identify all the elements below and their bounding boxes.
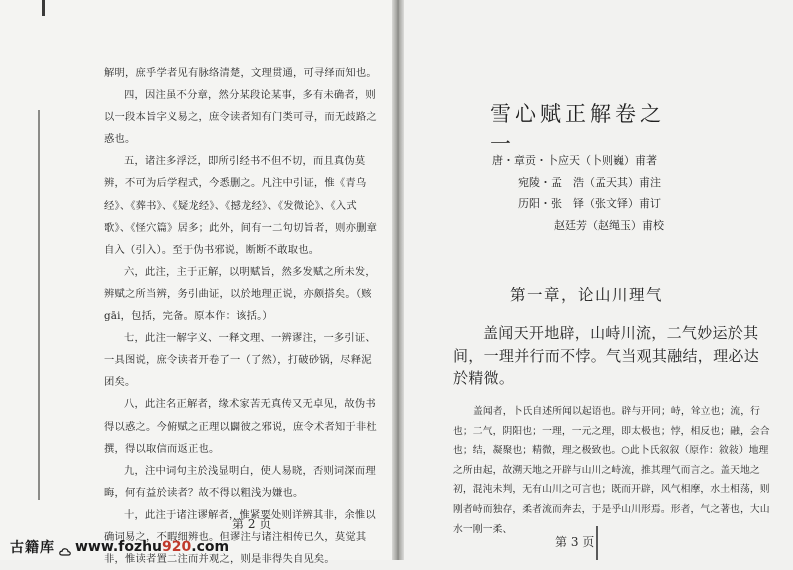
- left-paragraph: 解明，庶乎学者见有脉络清楚，文理贯通，可寻绎而知也。: [104, 67, 377, 79]
- left-paragraph: 十，此注于诸注谬解者，惟紧要处则详辨其非，余惟以确词易之，不暇细辨也。但谬注与诸注相传已久，莫觉其非，惟读者置二注而并观之，则是非得失自见矣。: [104, 508, 376, 566]
- left-paragraph: 七，此注一解字义、一释文理、一辨谬注，一多引证、一具图说，庶令读者开卷了一（了然），打破砂锅，尽释泥团矣。: [104, 332, 376, 389]
- scan-edge-line: [38, 110, 40, 500]
- site-watermark: [10, 538, 229, 556]
- watermark-url-suffix: .com: [191, 539, 230, 555]
- watermark-name: 古籍库: [10, 540, 55, 556]
- left-paragraph: 九，注中词句主於浅显明白，使人易晓，否则词深而理晦，何有益於读者？故不得以粗浅为嫌也。: [104, 464, 376, 499]
- watermark-url-accent: 920: [162, 539, 192, 555]
- author-line: 历阳・张 铎（张文铎）甫订: [518, 197, 661, 210]
- scan-edge-mark: [42, 0, 45, 16]
- left-paragraph: 六，此注，主于正解，以明赋旨，然多发赋之所未发，辨赋之所当辨，务引曲证，以於地理正说，亦颇搭矣。（赅gāi，包括，完备。原本作：该括。）: [104, 265, 376, 323]
- book-gutter: [392, 0, 404, 560]
- left-paragraph: 八，此注名正解者，缘术家苦无真传又无卓见，故伪书得以惑之。今俯赋之正理以闢彼之邪说，庶令术者知于非杜撰，得以取信而返正也。: [104, 398, 377, 455]
- commentary-paragraph: 盖闻者，卜氏自述所闻以起语也。辟与开同；峙，耸立也；流，行也；二气，阴阳也；一理，一元之理，即太极也；悖，相反也；融，会合也；结，凝聚也；精微，理之极致也。○此卜氏叙叙（原作：敘敍）地理之所由起，故溯天地之开辟与山川之峙流，推其理气而言之。盖天地之初，混沌未判，无有山川之可言也；既而开辟，风气相摩，水土相荡，则刚者峙而独存，柔者流而奔去，于是乎山川形焉。形者，气之著也，大山水一刚一柔、: [453, 406, 770, 535]
- left-page-body: [104, 62, 380, 570]
- author-line: 赵廷芳（赵绳玉）甫校: [554, 218, 664, 232]
- right-page-number: 第 3 页: [555, 535, 595, 549]
- verse-text: [453, 322, 771, 390]
- author-credits: [492, 150, 664, 236]
- commentary-text: [453, 402, 771, 539]
- left-paragraph: 五，诸注多浮泛，即所引经书不但不切，而且真伪莫辨，不可为后学程式，今悉删之。凡注中引证，惟《青乌经》、《葬书》、《疑龙经》、《撼龙经》、《发微论》、《入式歌》、《怪穴篇》居多；此外，间有一二句切旨者，则亦删章自入（引入）。至于伪书邪说，断断不敢取也。: [104, 155, 378, 256]
- left-paragraph: 四，因注虽不分章，然分某段论某事，多有未确者，则以一段本旨字义易之，庶令读者知有门类可寻，而无歧路之惑也。: [104, 89, 377, 146]
- author-line: 宛陵・孟 浩（孟天其）甫注: [518, 175, 661, 189]
- cloud-icon: [59, 542, 71, 552]
- left-page-number: 第 2 页: [232, 517, 272, 531]
- chapter-title: 第一章，论山川理气: [510, 286, 664, 304]
- watermark-url-prefix: www.fozhu: [75, 539, 163, 555]
- verse-paragraph: 盖闻天开地辟，山峙川流，二气妙运於其间，一理并行而不悖。气当观其融结，理必达於精微。: [453, 324, 760, 387]
- volume-title: 雪心赋正解卷之一: [490, 102, 665, 156]
- author-line: 唐・章贡・卜应天（卜则巍）甫著: [492, 154, 657, 167]
- left-page: [0, 0, 397, 566]
- watermark-url: [75, 539, 229, 555]
